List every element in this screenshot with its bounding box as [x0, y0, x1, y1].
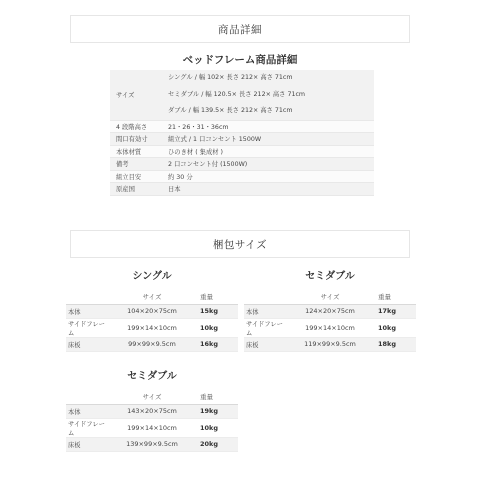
size-cell: 143×20×75cm — [110, 404, 194, 418]
package-title: シングル — [132, 271, 172, 282]
package-title: セミダブル — [127, 371, 177, 382]
weight-cell: 10kg — [194, 418, 238, 437]
spec-value: 日本 — [162, 183, 374, 196]
spec-table — [110, 70, 374, 196]
size-cell: 124×20×75cm — [288, 304, 372, 318]
spec-key: 間口有効寸 — [110, 133, 162, 146]
size-cell: 99×99×9.5cm — [110, 337, 194, 351]
size-cell: 139×99×9.5cm — [110, 437, 194, 451]
header-cell: 重量 — [194, 290, 238, 304]
size-line: ダブル / 幅 139.5× 長さ 212× 高さ 71cm — [168, 107, 293, 114]
package-semi-double-2 — [66, 368, 238, 452]
table-row — [66, 318, 238, 337]
spec-value: 21・26・31・36cm — [162, 120, 374, 133]
product-details-header — [70, 15, 410, 43]
part-cell: 床板 — [66, 437, 110, 451]
spec-row — [110, 145, 374, 158]
spec-key: 原産国 — [110, 183, 162, 196]
part-cell: サイドフレーム — [244, 318, 288, 337]
weight-cell: 19kg — [194, 404, 238, 418]
package-semi-double — [244, 268, 416, 352]
part-cell: 本体 — [244, 304, 288, 318]
header-cell: サイズ — [110, 390, 194, 404]
package-header-row — [244, 290, 416, 304]
header-cell — [244, 290, 288, 304]
spec-row — [110, 183, 374, 196]
size-line: シングル / 幅 102× 長さ 212× 高さ 71cm — [168, 74, 293, 81]
spec-value: 2 口コンセント付 (1500W) — [162, 158, 374, 171]
spec-key: 本体材質 — [110, 145, 162, 158]
spec-key: 組立目安 — [110, 170, 162, 183]
size-line: セミダブル / 幅 120.5× 長さ 212× 高さ 71cm — [168, 90, 306, 98]
header-cell: サイズ — [288, 290, 372, 304]
package-header-row — [66, 290, 238, 304]
product-details-title: 商品詳細 — [218, 23, 262, 36]
header-cell — [66, 390, 110, 404]
part-cell: 本体 — [66, 304, 110, 318]
spec-row — [110, 170, 374, 183]
package-header-row — [66, 390, 238, 404]
weight-cell: 10kg — [372, 318, 416, 337]
spec-row — [110, 133, 374, 146]
package-single — [66, 268, 238, 352]
part-cell: 床板 — [244, 337, 288, 351]
spec-row — [110, 158, 374, 171]
spec-key: 4 段階高さ — [110, 120, 162, 133]
size-cell: 199×14×10cm — [110, 318, 194, 337]
table-row — [66, 304, 238, 318]
table-row — [244, 318, 416, 337]
part-cell: 本体 — [66, 404, 110, 418]
header-cell — [66, 290, 110, 304]
part-cell: 床板 — [66, 337, 110, 351]
spec-value: 組立式 / 1 口コンセント 1500W — [162, 133, 374, 146]
table-row — [244, 337, 416, 351]
part-cell: サイドフレーム — [66, 318, 110, 337]
part-cell: サイドフレーム — [66, 418, 110, 437]
weight-cell: 18kg — [372, 337, 416, 351]
weight-cell: 10kg — [194, 318, 238, 337]
package-table — [66, 390, 238, 452]
size-cell: 104×20×75cm — [110, 304, 194, 318]
weight-cell: 20kg — [194, 437, 238, 451]
spec-row — [110, 120, 374, 133]
header-cell: 重量 — [372, 290, 416, 304]
spec-key: サイズ — [110, 70, 162, 120]
package-table — [244, 290, 416, 352]
weight-cell: 17kg — [372, 304, 416, 318]
package-table — [66, 290, 238, 352]
spec-key: 備考 — [110, 158, 162, 171]
spec-value: ひのき材 ( 集成材 ) — [162, 145, 374, 158]
table-row — [66, 418, 238, 437]
bed-frame-details-title: ベッドフレーム商品詳細 — [182, 54, 298, 66]
size-cell: 119×99×9.5cm — [288, 337, 372, 351]
header-cell: 重量 — [194, 390, 238, 404]
table-row — [66, 337, 238, 351]
weight-cell: 15kg — [194, 304, 238, 318]
table-row — [66, 404, 238, 418]
weight-cell: 16kg — [194, 337, 238, 351]
spec-sizes — [162, 70, 374, 120]
package-size-title: 梱包サイズ — [212, 238, 268, 251]
table-row — [66, 437, 238, 451]
table-row — [244, 304, 416, 318]
spec-row-size — [110, 70, 374, 120]
header-cell: サイズ — [110, 290, 194, 304]
size-cell: 199×14×10cm — [110, 418, 194, 437]
package-title: セミダブル — [305, 271, 355, 282]
spec-value: 約 30 分 — [162, 170, 374, 183]
package-size-header — [70, 230, 410, 258]
size-cell: 199×14×10cm — [288, 318, 372, 337]
